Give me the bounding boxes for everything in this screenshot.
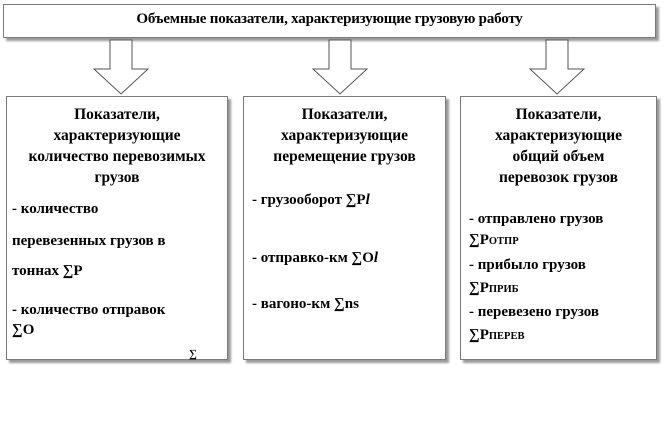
indicator-item: - вагоно-км ∑ns (252, 296, 359, 312)
indicator-item: ∑PОТПР (469, 232, 519, 248)
indicator-item: - грузооборот ∑Pl (252, 192, 370, 208)
indicator-item: ∑PПЕРЕВ (469, 327, 525, 343)
indicator-item: ∑PПРИБ (469, 280, 519, 296)
column-heading: Показатели, характеризующие общий объем перевозок грузов (494, 106, 623, 186)
indicator-item: - перевезено грузов (469, 304, 600, 320)
down-arrow-icon (305, 39, 375, 97)
indicator-item: тоннах ∑P (12, 263, 83, 279)
indicator-box-movement (243, 96, 446, 360)
column-heading: Показатели, характеризующие количество перевозимых грузов (28, 106, 206, 186)
indicator-item: - количество отправок (12, 302, 166, 318)
indicator-item: ∑O (12, 322, 35, 338)
indicator-item: - отправко-км ∑Ol (252, 250, 379, 266)
indicator-box-total-volume (460, 96, 657, 360)
indicator-item: - отправлено грузов (469, 211, 604, 227)
indicator-item: ∑ (189, 348, 197, 360)
down-arrow-icon (86, 39, 156, 97)
column-heading: Показатели, характеризующие перемещение грузов (273, 106, 416, 165)
diagram-title-box (3, 4, 656, 38)
indicator-item: - количество (12, 201, 99, 217)
down-arrow-icon (522, 39, 592, 97)
indicator-item: - прибыло грузов (469, 257, 586, 273)
diagram-title: Объемные показатели, характеризующие грузовую работу (136, 11, 523, 27)
indicator-item: перевезенных грузов в (12, 233, 166, 249)
indicator-box-quantity (6, 96, 228, 360)
